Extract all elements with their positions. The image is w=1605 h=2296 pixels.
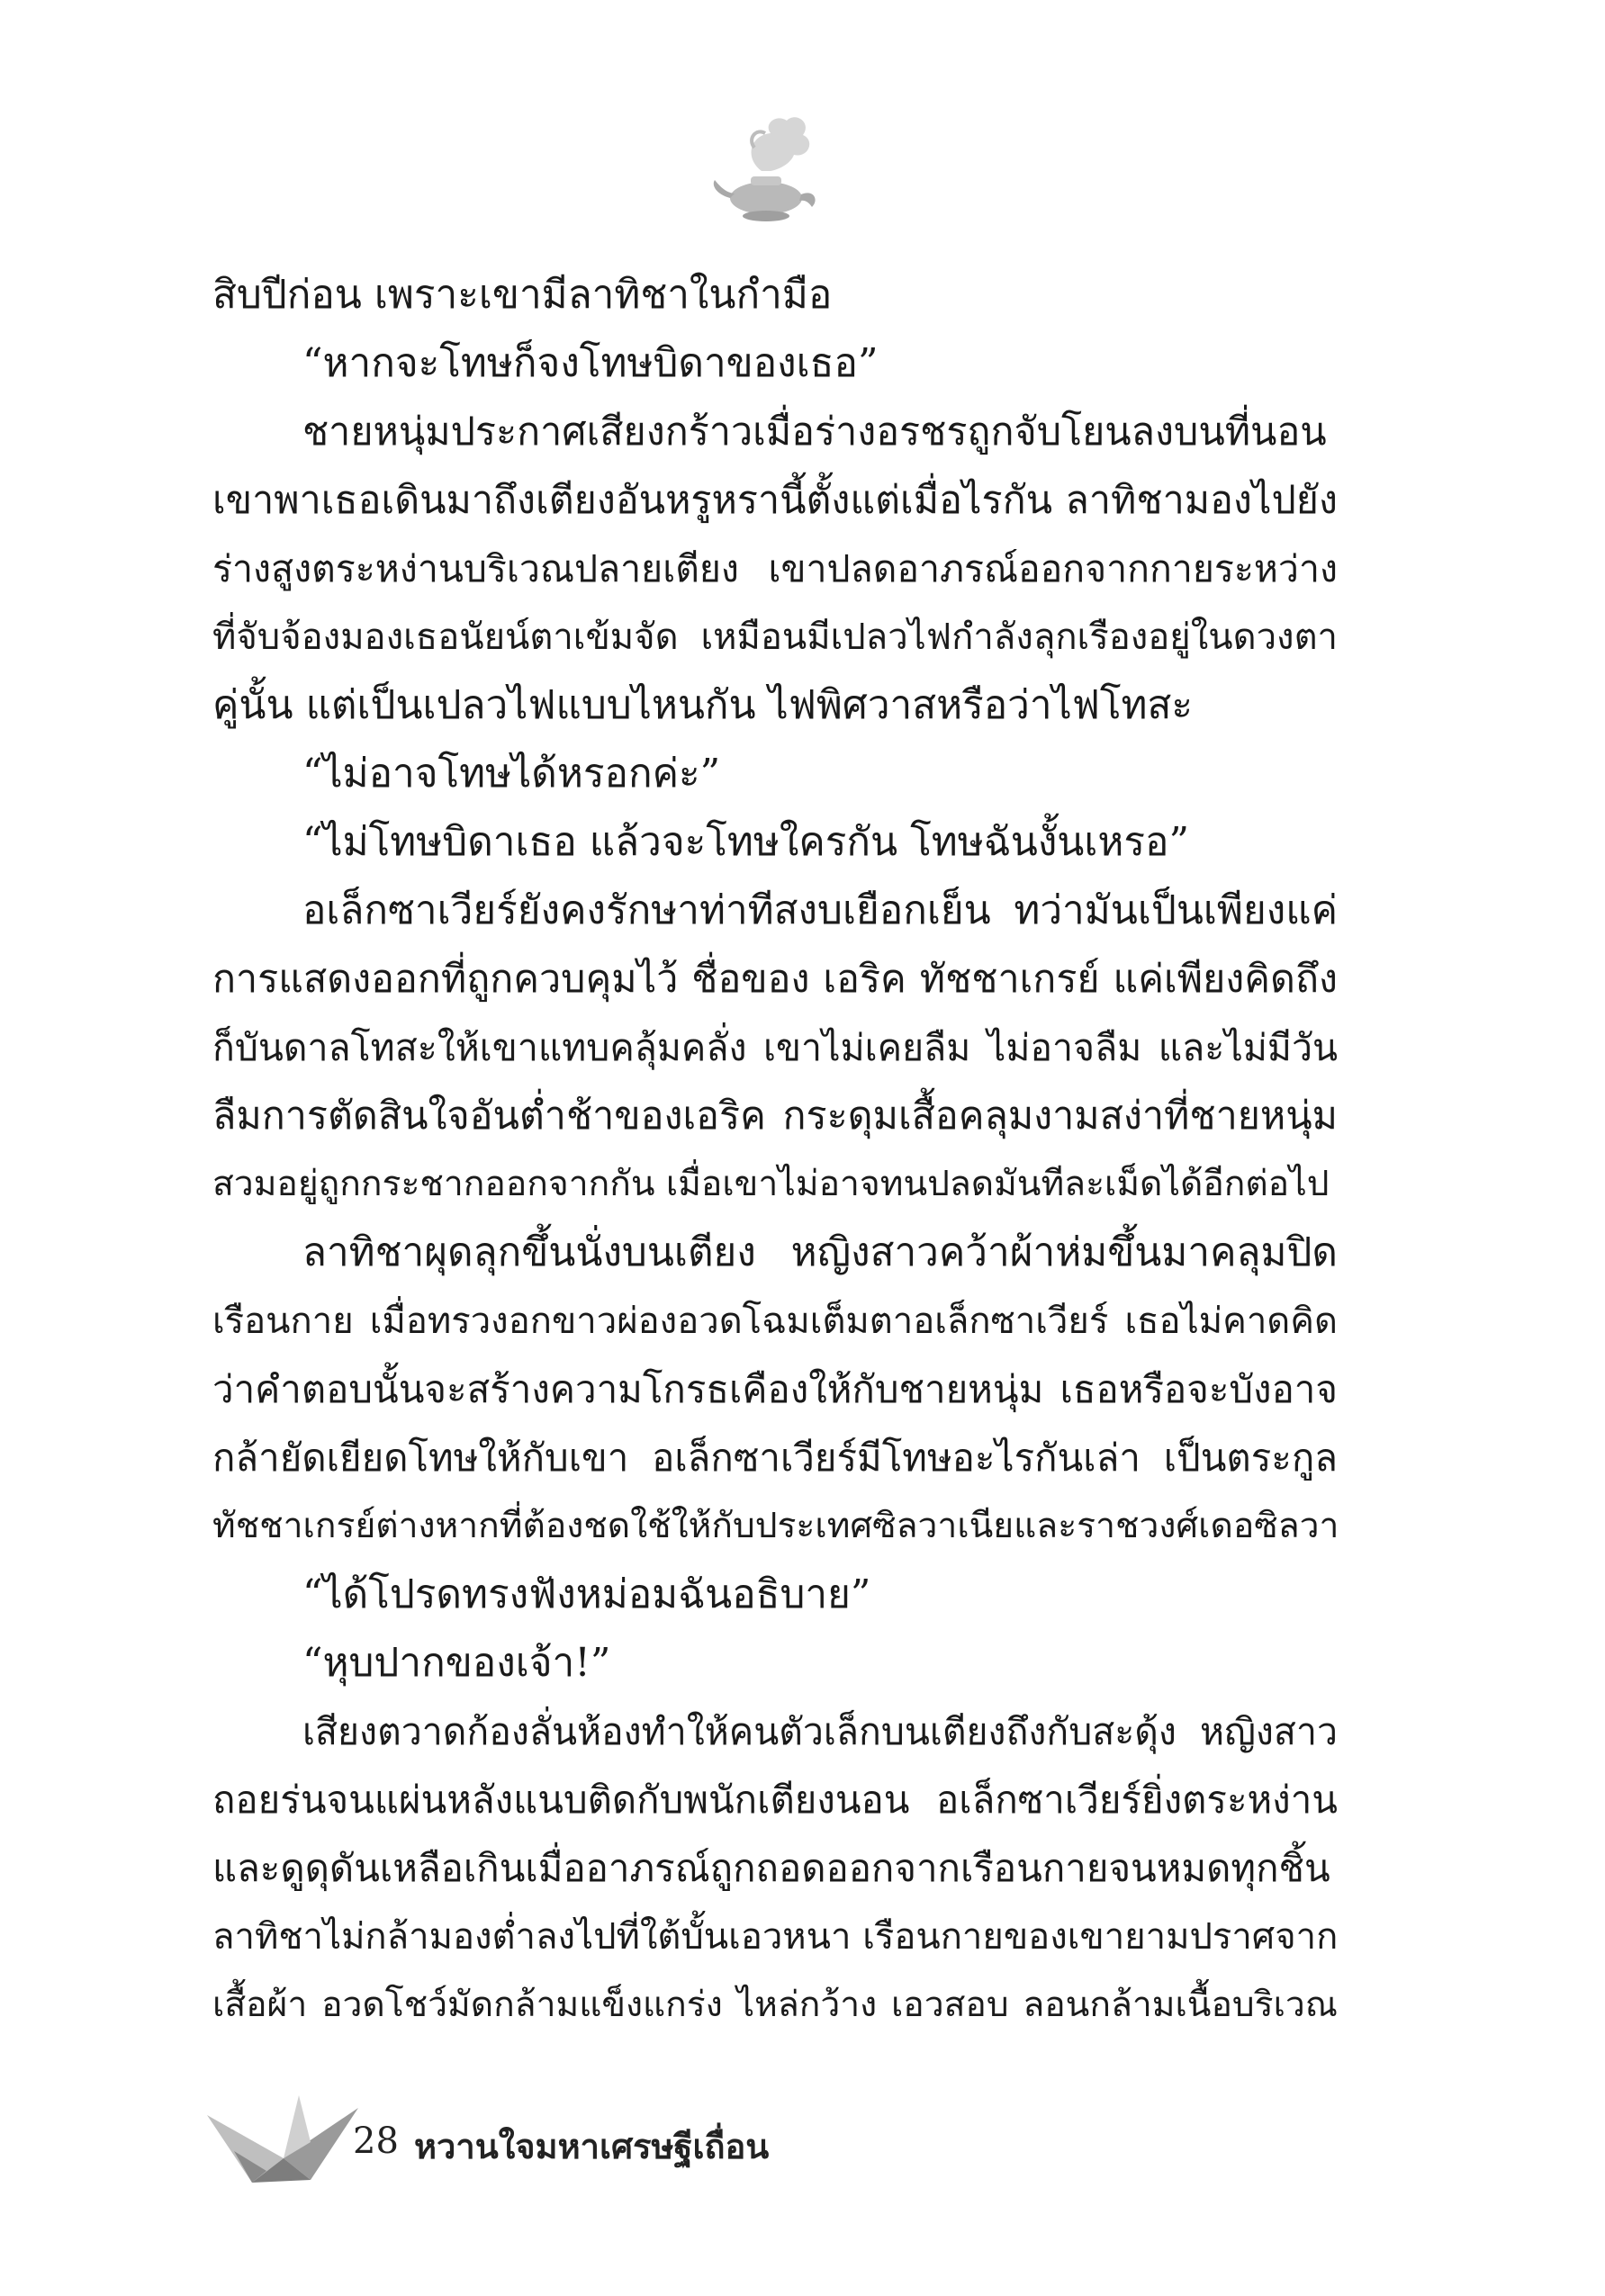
text-line: เสื้อผ้า อวดโชว์มัดกล้ามแข็งแกร่ง ไหล่กว้าง เอวสอบ ลอนกล้ามเนื้อบริเวณ bbox=[212, 1985, 1338, 2025]
text-line: เสียงตวาดก้องลั่นห้องทำให้คนตัวเล็กบนเตียงถึงกับสะดุ้ง หญิงสาว bbox=[302, 1710, 1338, 1753]
text-line: ถอยร่นจนแผ่นหลังแนบติดกับพนักเตียงนอน อเล็กซาเวียร์ยิ่งตระหง่าน bbox=[212, 1778, 1338, 1822]
text-line: สวมอยู่ถูกกระชากออกจากกัน เมื่อเขาไม่อาจทนปลดมันทีละเม็ดได้อีกต่อไป bbox=[212, 1164, 1330, 1204]
text-line: ก็บันดาลโทสะให้เขาแทบคลุ้มคลั่ง เขาไม่เคยลืม ไม่อาจลืม และไม่มีวัน bbox=[212, 1026, 1338, 1069]
book-title: หวานใจมหาเศรษฐีเถื่อน bbox=[414, 2127, 770, 2166]
text-line: “ได้โปรดทรงฟังหม่อมฉันอธิบาย” bbox=[302, 1571, 871, 1617]
text-line: “ไม่โทษบิดาเธอ แล้วจะโทษใครกัน โทษฉันงั้นเหรอ” bbox=[302, 819, 1189, 865]
text-line: สิบปีก่อน เพราะเขามีลาทิชาในกำมือ bbox=[212, 272, 833, 318]
page-footer bbox=[198, 2088, 828, 2196]
text-line: ลาทิชาไม่กล้ามองต่ำลงไปที่ใต้บั้นเอวหนา เรือนกายของเขายามปราศจาก bbox=[212, 1916, 1339, 1958]
text-line: “หากจะโทษก็จงโทษบิดาของเธอ” bbox=[302, 340, 879, 386]
text-line: คู่นั้น แต่เป็นเปลวไฟแบบไหนกัน ไฟพิศวาสหรือว่าไฟโทสะ bbox=[212, 682, 1193, 728]
text-line: ลืมการตัดสินใจอันต่ำช้าของเอริค กระดุมเสื้อคลุมงามสง่าที่ชายหนุ่ม bbox=[212, 1094, 1338, 1139]
text-line: และดูดุดันเหลือเกินเมื่ออาภรณ์ถูกถอดออกจากเรือนกายจนหมดทุกชิ้น bbox=[212, 1846, 1330, 1890]
text-line: เขาพาเธอเดินมาถึงเตียงอันหรูหรานี้ตั้งแต่เมื่อไรกัน ลาทิชามองไปยัง bbox=[212, 478, 1338, 523]
text-line: เรือนกาย เมื่อทรวงอกขาวผ่องอวดโฉมเต็มตาอเล็กซาเวียร์ เธอไม่คาดคิด bbox=[212, 1301, 1338, 1342]
text-line: “ไม่อาจโทษได้หรอกค่ะ” bbox=[302, 751, 721, 797]
text-line: ว่าคำตอบนั้นจะสร้างความโกรธเคืองให้กับชายหนุ่ม เธอหรือจะบังอาจ bbox=[212, 1367, 1338, 1411]
text-line: ชายหนุ่มประกาศเสียงกร้าวเมื่อร่างอรชรถูกจับโยนลงบนที่นอน bbox=[302, 410, 1327, 455]
body-text bbox=[212, 261, 1338, 2039]
text-line: ทัชชาเกรย์ต่างหากที่ต้องชดใช้ให้กับประเทศซิลวาเนียและราชวงศ์เดอซิลวา bbox=[212, 1506, 1339, 1546]
text-line: ร่างสูงตระหง่านบริเวณปลายเตียง เขาปลดอาภรณ์ออกจากกายระหว่าง bbox=[212, 547, 1338, 590]
genie-lamp-icon bbox=[708, 108, 825, 234]
paper-crane-icon bbox=[198, 2088, 369, 2196]
text-line: อเล็กซาเวียร์ยังคงรักษาท่าทีสงบเยือกเย็น ทว่ามันเป็นเพียงแค่ bbox=[302, 887, 1338, 933]
text-line: ลาทิชาผุดลุกขึ้นนั่งบนเตียง หญิงสาวคว้าผ้าห่มขึ้นมาคลุมปิด bbox=[302, 1229, 1338, 1275]
text-line: กล้ายัดเยียดโทษให้กับเขา อเล็กซาเวียร์มีโทษอะไรกันเล่า เป็นตระกูล bbox=[212, 1436, 1338, 1480]
text-line: “หุบปากของเจ้า!” bbox=[302, 1640, 611, 1686]
text-line: การแสดงออกที่ถูกควบคุมไว้ ชื่อของ เอริค ทัชชาเกรย์ แค่เพียงคิดถึง bbox=[212, 957, 1338, 1002]
page-number: 28 bbox=[353, 2120, 399, 2162]
text-line: ที่จับจ้องมองเธอนัยน์ตาเข้มจัด เหมือนมีเปลวไฟกำลังลุกเรืองอยู่ในดวงตา bbox=[212, 617, 1338, 658]
